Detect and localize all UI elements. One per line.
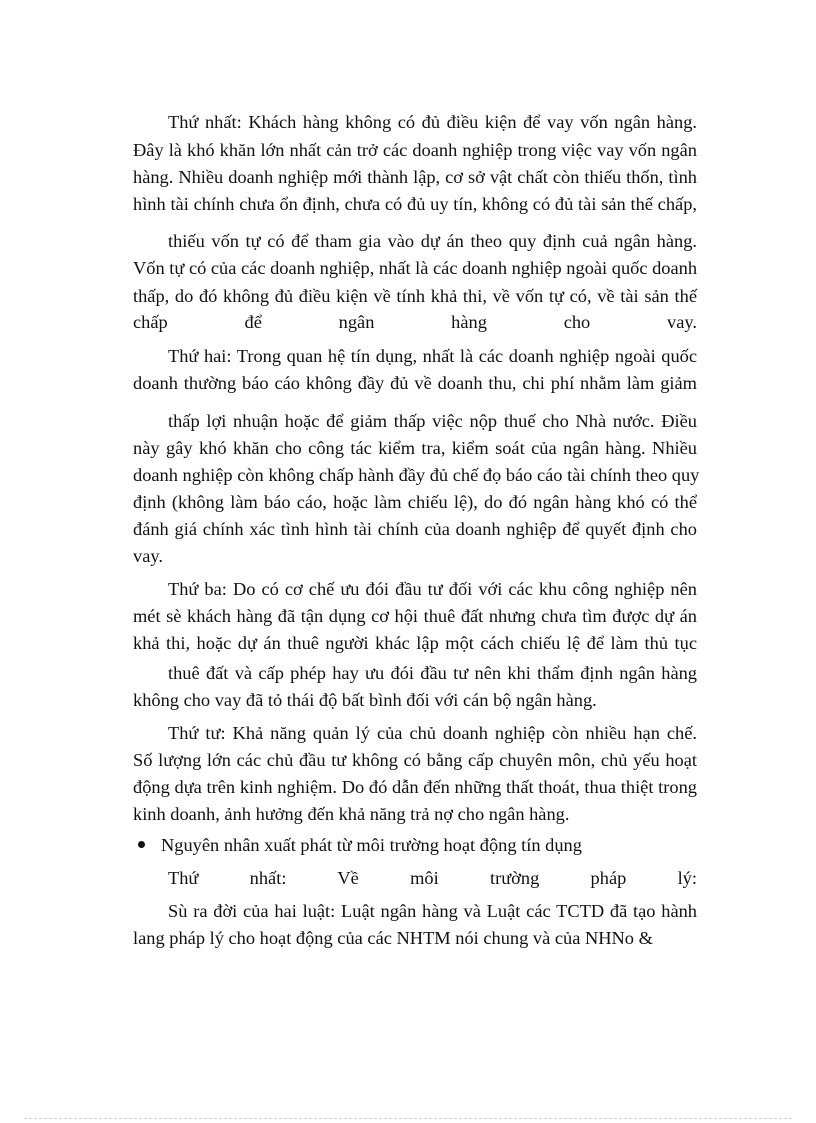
text-line: này gây khó khăn cho công tác kiểm tra, kiểm soát của ngân hàng. Nhiều	[133, 438, 697, 458]
text-line: Số lượng lớn các chủ đầu tư không có bằng cấp chuyên môn, chủ yếu hoạt	[133, 750, 697, 770]
text-line: không cho vay đã tỏ thái độ bất bình đối với cán bộ ngân hàng.	[133, 690, 597, 710]
bullet-item: Nguyên nhân xuất phát từ môi trường hoạt động tín dụng	[161, 835, 582, 855]
text-line: động dựa trên kinh nghiệm. Do đó dẫn đến những thất thoát, thua thiệt trong	[133, 777, 697, 797]
text-line: Thứ nhất: Về môi trường pháp lý:	[168, 868, 697, 888]
text-line: Thứ ba: Do có cơ chế ưu đói đầu tư đối với các khu công nghiệp nên	[168, 579, 697, 599]
text-line: hàng. Nhiều doanh nghiệp mới thành lập, cơ sở vật chất còn thiếu thốn, tình	[133, 167, 697, 187]
text-line: Vốn tự có của các doanh nghiệp, nhất là các doanh nghiệp ngoài quốc doanh	[133, 258, 698, 278]
text-line: vay.	[133, 546, 163, 566]
page-bottom-rule	[24, 1118, 792, 1119]
text-line: Đây là khó khăn lớn nhất cản trở các doanh nghiệp trong việc vay vốn ngân	[133, 140, 697, 160]
text-line: hình tài chính chưa ổn định, chưa có đủ uy tín, không có đủ tài sản thế chấp,	[133, 194, 697, 214]
text-line: doanh nghiệp còn không chấp hành đầy đủ chế đọ báo cáo tài chính theo quy	[133, 465, 700, 485]
text-line: Sù ra đời của hai luật: Luật ngân hàng và Luật các TCTD đã tạo hành	[168, 901, 697, 921]
text-line: chấp để ngân hàng cho vay.	[133, 312, 697, 332]
text-line: thuê đất và cấp phép hay ưu đói đầu tư nên khi thẩm định ngân hàng	[168, 663, 697, 683]
text-line: Thứ hai: Trong quan hệ tín dụng, nhất là các doanh nghiệp ngoài quốc	[168, 346, 697, 366]
text-line: thấp lợi nhuận hoặc để giảm thấp việc nộp thuế cho Nhà nước. Điều	[168, 411, 697, 431]
text-line: Thứ nhất: Khách hàng không có đủ điều kiện để vay vốn ngân hàng.	[168, 112, 697, 132]
text-line: định (không làm báo cáo, hoặc làm chiếu lệ), do đó ngân hàng khó có thể	[133, 492, 697, 512]
text-line: lang pháp lý cho hoạt động của các NHTM nói chung và của NHNo &	[133, 928, 653, 948]
bullet-icon	[138, 841, 145, 848]
text-line: Thứ tư: Khả năng quản lý của chủ doanh nghiệp còn nhiều hạn chế.	[168, 723, 697, 743]
text-line: thiếu vốn tự có để tham gia vào dự án theo quy định cuả ngân hàng.	[168, 231, 697, 251]
text-line: mét sè khách hàng đã tận dụng cơ hội thuê đất nhưng chưa tìm được dự án	[133, 606, 697, 626]
text-line: đánh giá chính xác tình hình tài chính của doanh nghiệp để quyết định cho	[133, 519, 697, 539]
text-line: khả thi, hoặc dự án thuê người khác lập một cách chiếu lệ để làm thủ tục	[133, 633, 697, 653]
text-line: kinh doanh, ảnh hưởng đến khả năng trả nợ cho ngân hàng.	[133, 804, 570, 824]
text-line: doanh thường báo cáo không đầy đủ về doanh thu, chi phí nhằm làm giảm	[133, 373, 697, 393]
text-line: thấp, do đó không đủ điều kiện về tính khả thi, về vốn tự có, về tài sản thế	[133, 286, 697, 306]
